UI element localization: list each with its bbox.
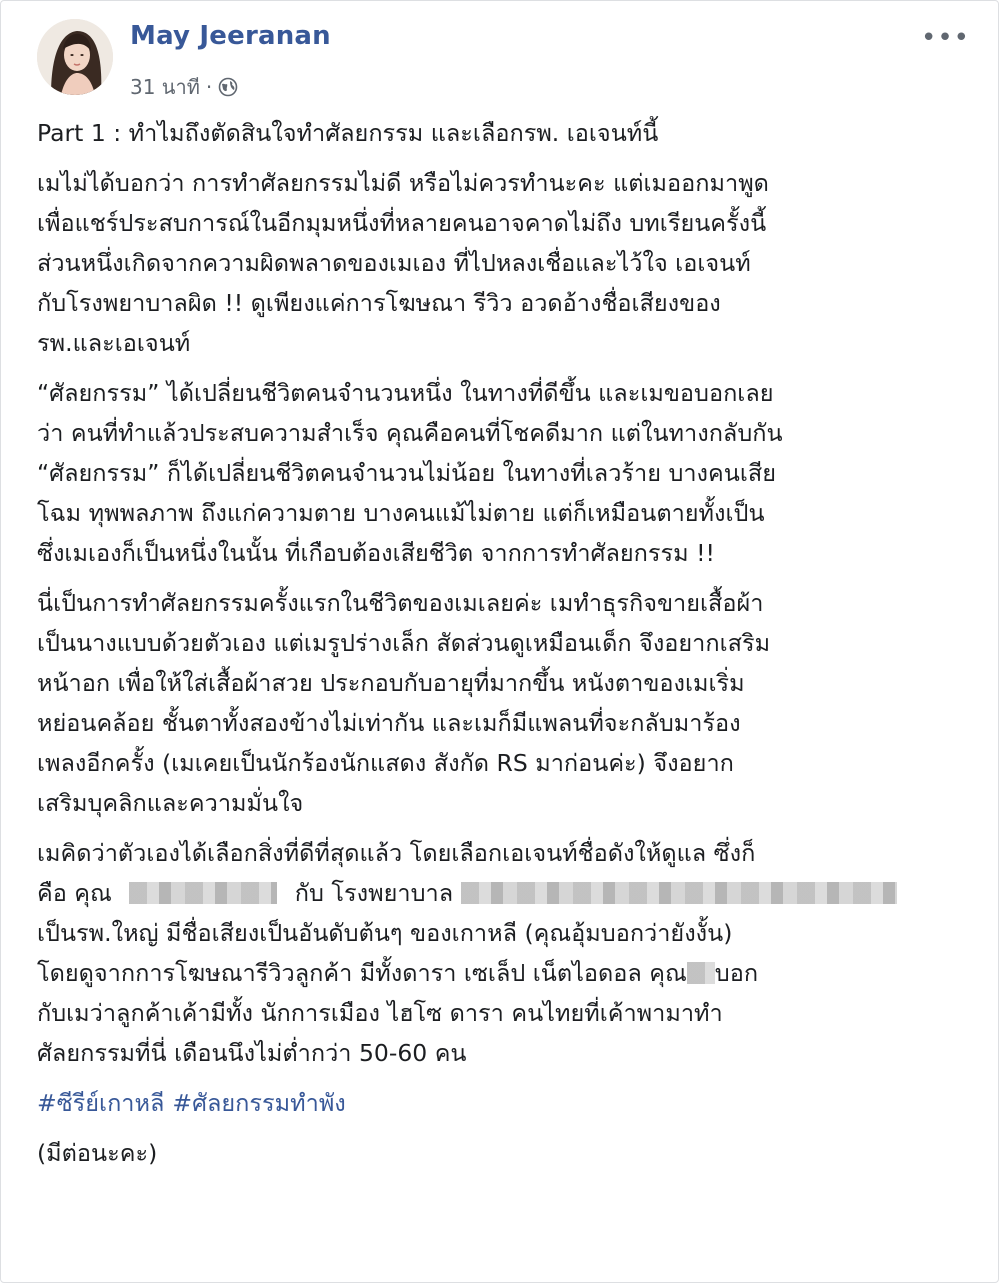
redacted-name-blur <box>687 962 715 984</box>
hashtags <box>37 1083 968 1123</box>
post-footer-text: (มีต่อนะคะ) <box>37 1139 158 1167</box>
text-line: เสริมบุคลิกและความมั่นใจ <box>37 789 304 817</box>
post-meta <box>130 71 238 103</box>
text-line: “ศัลยกรรม” ได้เปลี่ยนชีวิตคนจำนวนหนึ่ง ในทางที่ดีขึ้น และเมขอบอกเลย <box>37 379 774 407</box>
paragraph-2 <box>37 373 968 573</box>
text-line: เป็นนางแบบด้วยตัวเอง แต่เมรูปร่างเล็ก สัดส่วนดูเหมือนเด็ก จึงอยากเสริม <box>37 629 771 657</box>
post-header <box>37 17 978 107</box>
text-line-redacted <box>37 953 968 993</box>
avatar-photo <box>37 19 113 95</box>
text-fragment: โดยดูจากการโฆษณารีวิวลูกค้า มีทั้งดารา เซเล็ป เน็ตไอดอล คุณ <box>37 959 687 987</box>
text-line-redacted <box>37 873 968 913</box>
text-line: หย่อนคล้อย ชั้นตาทั้งสองข้างไม่เท่ากัน และเมก็มีแพลนที่จะกลับมาร้อง <box>37 709 741 737</box>
text-line: กับเมว่าลูกค้าเค้ามีทั้ง นักการเมือง ไฮโซ ดารา คนไทยที่เค้าพามาทำ <box>37 999 723 1027</box>
text-line: กับโรงพยาบาลผิด !! ดูเพียงแค่การโฆษณา รีวิว อวดอ้างชื่อเสียงของ <box>37 289 721 317</box>
redacted-name-blur <box>129 882 277 904</box>
text-line: ว่า คนที่ทำแล้วประสบความสำเร็จ คุณคือคนที่โชคดีมาก แต่ในทางกลับกัน <box>37 419 783 447</box>
text-line: ศัลยกรรมที่นี่ เดือนนึงไม่ต่ำกว่า 50-60 คน <box>37 1039 467 1067</box>
text-line: เป็นรพ.ใหญ่ มีชื่อเสียงเป็นอันดับต้นๆ ของเกาหลี (คุณอุ้มบอกว่ายังงั้น) <box>37 919 733 947</box>
text-line: เพื่อแชร์ประสบการณ์ในอีกมุมหนึ่งที่หลายคนอาจคาดไม่ถึง บทเรียนครั้งนี้ <box>37 209 767 237</box>
paragraph-1 <box>37 163 968 363</box>
text-line: ส่วนหนึ่งเกิดจากความผิดพลาดของเมเอง ที่ไปหลงเชื่อและไว้ใจ เอเจนท์ <box>37 249 751 277</box>
redacted-hospital-blur <box>461 882 897 904</box>
hashtag-link[interactable]: #ศัลยกรรมทำพัง <box>172 1089 346 1117</box>
globe-icon[interactable] <box>218 77 238 97</box>
text-line: เมคิดว่าตัวเองได้เลือกสิ่งที่ดีที่สุดแล้ว โดยเลือกเอเจนท์ชื่อดังให้ดูแล ซึ่งก็ <box>37 839 756 867</box>
paragraph-4 <box>37 833 968 1073</box>
post-title: Part 1 : ทำไมถึงตัดสินใจทำศัลยกรรม และเลือกรพ. เอเจนท์นี้ <box>37 119 659 147</box>
text-line: นี่เป็นการทำศัลยกรรมครั้งแรกในชีวิตของเมเลยค่ะ เมทำธุรกิจขายเสื้อผ้า <box>37 589 764 617</box>
post-text <box>37 113 968 1183</box>
hashtag-link[interactable]: #ซีรีย์เกาหลี <box>37 1089 165 1117</box>
text-line: รพ.และเอเจนท์ <box>37 329 191 357</box>
text-line: หน้าอก เพื่อให้ใส่เสื้อผ้าสวย ประกอบกับอายุที่มากขึ้น หนังตาของเมเริ่ม <box>37 669 745 697</box>
paragraph-3 <box>37 583 968 823</box>
text-fragment: บอก <box>714 959 759 987</box>
more-options-button[interactable]: ••• <box>920 23 970 53</box>
meta-separator: · <box>205 75 213 99</box>
text-fragment: คือ คุณ <box>37 879 112 907</box>
text-line: เมไม่ได้บอกว่า การทำศัลยกรรมไม่ดี หรือไม่ควรทำนะคะ แต่เมออกมาพูด <box>37 169 769 197</box>
text-line: ซึ่งเมเองก็เป็นหนึ่งในนั้น ที่เกือบต้องเสียชีวิต จากการทำศัลยกรรม !! <box>37 539 715 567</box>
text-line: เพลงอีกครั้ง (เมเคยเป็นนักร้องนักแสดง สังกัด RS มาก่อนค่ะ) จึงอยาก <box>37 749 734 777</box>
avatar[interactable] <box>37 19 113 95</box>
text-fragment: กับ โรงพยาบาล <box>294 879 454 907</box>
post-timestamp[interactable]: 31 นาที <box>130 75 200 99</box>
text-line: “ศัลยกรรม” ก็ได้เปลี่ยนชีวิตคนจำนวนไม่น้อย ในทางที่เลวร้าย บางคนเสีย <box>37 459 776 487</box>
text-line: โฉม ทุพพลภาพ ถึงแก่ความตาย บางคนแม้ไม่ตาย แต่ก็เหมือนตายทั้งเป็น <box>37 499 765 527</box>
author-name[interactable]: May Jeeranan <box>130 21 331 51</box>
